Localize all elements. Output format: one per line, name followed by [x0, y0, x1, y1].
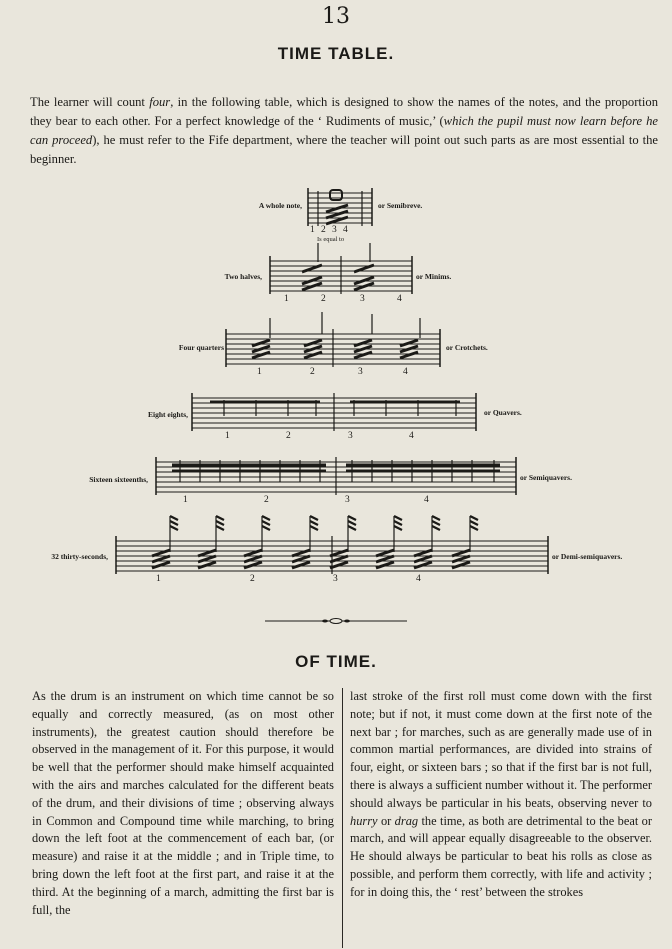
- staff-quarters: [226, 312, 440, 367]
- staff-halves: [270, 243, 412, 294]
- count-quarters-3: 3: [358, 367, 363, 377]
- label-four-quarters: Four quarters: [178, 343, 224, 352]
- count-eighths-4: 4: [409, 431, 414, 441]
- count-sixteenths-4: 4: [424, 495, 429, 505]
- count-thirtyseconds-3: 3: [333, 574, 338, 584]
- label-demi-semiquavers: or Demi-semiquavers.: [552, 552, 623, 561]
- body-column-right: [350, 688, 652, 902]
- right-text-1: last stroke of the first roll must come down with the first note; but if not, it must come down at the first note of the next bar ; for marches, such as are generally made use of in common martial performances, are divided into strains of four, eight, or sixteen bars ; so that if the first bar is not full, there is always a sufficient number without it. The performer should always be particular in his beats, observing never to: [350, 689, 652, 810]
- column-rule: [342, 688, 343, 948]
- count-thirtyseconds-2: 2: [250, 574, 255, 584]
- label-quavers: or Quavers.: [484, 408, 522, 417]
- right-text-2: the time, as both are detrimental to the beat or march, and will appear equally disagreeable to the observer. He should always be particular to beat his rolls as close as possible, and perform them correctly, with life and activity ; for in doing this, the ‘ rest’ between the strokes: [350, 813, 652, 899]
- count-thirtyseconds-4: 4: [416, 574, 421, 584]
- intro-count-word: four: [149, 94, 171, 109]
- right-hurry: hurry: [350, 813, 378, 828]
- count-whole-3: 3: [332, 225, 337, 235]
- right-or: or: [377, 813, 395, 828]
- count-halves-4: 4: [397, 294, 402, 304]
- staff-thirtyseconds: [116, 516, 548, 574]
- label-32-thirty-seconds: 32 thirty-seconds,: [51, 552, 108, 561]
- count-quarters-2: 2: [310, 367, 315, 377]
- label-two-halves: Two halves,: [224, 272, 262, 281]
- label-sixteen-sixteenths: Sixteen sixteenths,: [89, 475, 148, 484]
- intro-text-1: The learner will count: [30, 94, 150, 109]
- staff-eighths: [192, 393, 476, 431]
- staff-whole-note: [308, 188, 372, 226]
- time-table-heading: TIME TABLE.: [277, 44, 395, 63]
- count-whole-4: 4: [343, 225, 348, 235]
- count-eighths-2: 2: [286, 431, 291, 441]
- label-semibreve: or Semibreve.: [378, 201, 423, 210]
- count-whole-2: 2: [321, 225, 326, 235]
- count-eighths-3: 3: [348, 431, 353, 441]
- label-eight-eights: Eight eights,: [147, 410, 188, 419]
- count-quarters-1: 1: [257, 367, 262, 377]
- label-minims: or Minims.: [416, 272, 452, 281]
- of-time-heading: OF TIME.: [295, 652, 377, 671]
- right-drag: drag: [394, 813, 419, 828]
- ornament-divider: [265, 618, 407, 624]
- count-halves-3: 3: [360, 294, 365, 304]
- staff-sixteenths: [156, 457, 516, 495]
- count-eighths-1: 1: [225, 431, 230, 441]
- label-crotchets: or Crotchets.: [446, 343, 488, 352]
- body-column-left: As the drum is an instrument on which time cannot be so equally and correctly measured, (as on most other instruments), the greatest caution should therefore be observed in the management of it. For this purpose, it would be well that the performer should make himself acquainted with the airs and marches calculated for the different beats of the drum, and their divisions of time ; observing always in Common and Compound time while marching, to bring down the left foot at the commencement of each bar, (or measure) and raise it at the middle ; and in Triple time, to bring down the left foot at the first part, and raise it at the third. At the beginning of a march, admitting the first bar is full, the: [32, 689, 334, 917]
- count-sixteenths-2: 2: [264, 495, 269, 505]
- intro-text-2: , in the following table, which is designed to show the names of the notes, and the proportion they bear to each other. For a perfect knowledge of the ‘ Rudiments of music,’ (: [30, 94, 658, 128]
- label-semiquavers: or Semiquavers.: [520, 473, 572, 482]
- count-whole-1: 1: [310, 225, 315, 235]
- count-sixteenths-1: 1: [183, 495, 188, 505]
- intro-text-3: ), he must refer to the Fife department, where the teacher will point out such parts as are most essential to the beginner.: [30, 132, 658, 166]
- label-whole-note: A whole note,: [258, 201, 302, 210]
- intro-italic-phrase: which the pupil must now learn before he can proceed: [30, 113, 658, 147]
- count-halves-1: 1: [284, 294, 289, 304]
- count-thirtyseconds-1: 1: [156, 574, 161, 584]
- page-number: 13: [322, 4, 350, 29]
- count-sixteenths-3: 3: [345, 495, 350, 505]
- count-quarters-4: 4: [403, 367, 408, 377]
- is-equal-to: Is equal to: [317, 236, 345, 243]
- count-halves-2: 2: [321, 294, 326, 304]
